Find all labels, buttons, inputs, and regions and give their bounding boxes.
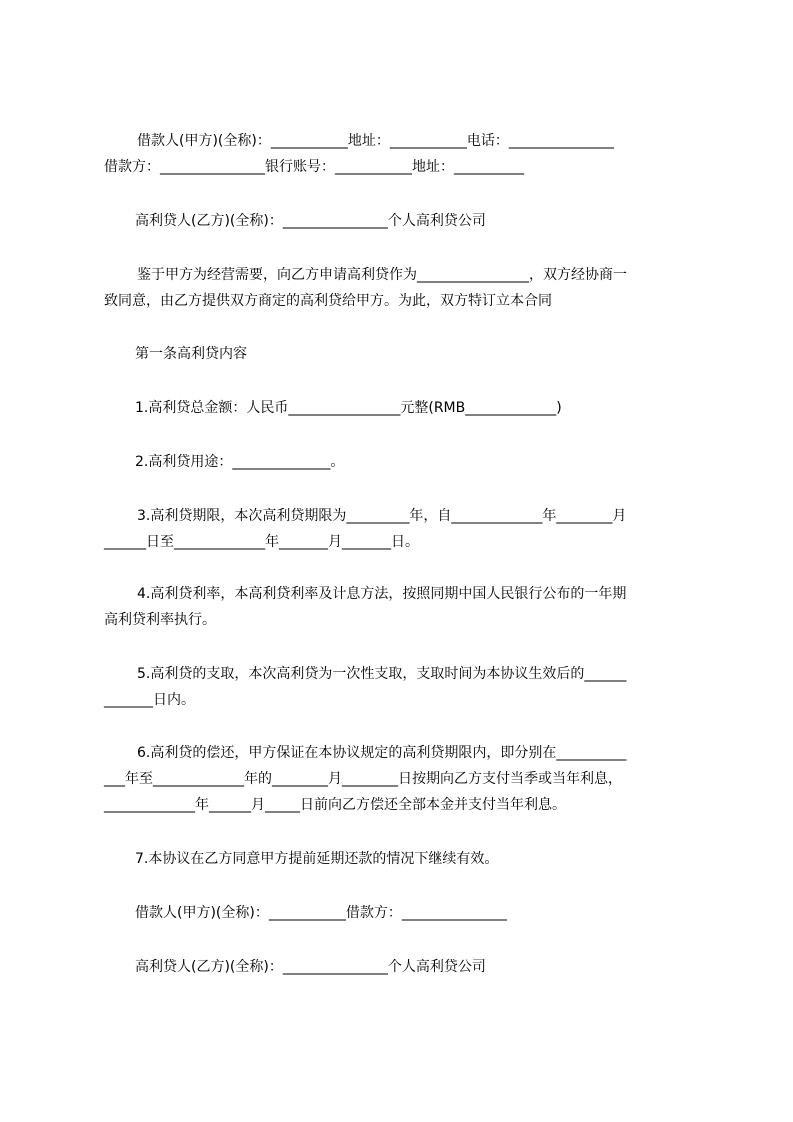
clause-6-repayment-line-1: 6.高利贷的偿还，甲方保证在本协议规定的高利贷期限内，即分别在__________ (137, 745, 627, 761)
clause-5-withdrawal-line-2: _______日内。 (104, 692, 195, 708)
borrower-info-line: 借款人(甲方)(全称)：___________地址：___________电话：_______________ (137, 133, 614, 149)
article-1-title: 第一条高利贷内容 (135, 346, 247, 362)
clause-6-repayment-line-3: _____________年______月_____日前向乙方偿还全部本金并支付当年利息。 (104, 797, 566, 813)
signature-lender-line: 高利贷人(乙方)(全称)：_______________个人高利贷公司 (135, 959, 486, 975)
clause-6-repayment-line-2: ___年至_____________年的________月________日按期向乙方支付当季或当年利息， (104, 771, 622, 787)
clause-2-purpose: 2.高利贷用途：______________。 (135, 454, 345, 470)
preamble-line-1: 鉴于甲方为经营需要，向乙方申请高利贷作为________________，双方经协商一 (137, 267, 627, 283)
clause-1-amount: 1.高利贷总金额：人民币________________元整(RMB_____________) (135, 400, 562, 416)
clause-3-term-line-2: ______日至_____________年_______月_______日。 (104, 534, 419, 550)
clause-5-withdrawal-line-1: 5.高利贷的支取，本次高利贷为一次性支取，支取时间为本协议生效后的______ (137, 666, 627, 682)
borrower-bank-line: 借款方：_______________银行账号：___________地址：__________ (104, 159, 524, 175)
clause-7-validity: 7.本协议在乙方同意甲方提前延期还款的情况下继续有效。 (135, 851, 499, 867)
lender-info-line: 高利贷人(乙方)(全称)：_______________个人高利贷公司 (135, 213, 486, 229)
clause-4-rate-line-1: 4.高利贷利率，本高利贷利率及计息方法，按照同期中国人民银行公布的一年期 (137, 586, 627, 602)
signature-borrower-line: 借款人(甲方)(全称)：___________借款方：_______________ (135, 905, 507, 921)
preamble-line-2: 致同意，由乙方提供双方商定的高利贷给甲方。为此，双方特订立本合同 (104, 293, 552, 309)
clause-4-rate-line-2: 高利贷利率执行。 (104, 612, 216, 628)
clause-3-term-line-1: 3.高利贷期限，本次高利贷期限为_________年，自_____________年________月 (137, 508, 627, 524)
